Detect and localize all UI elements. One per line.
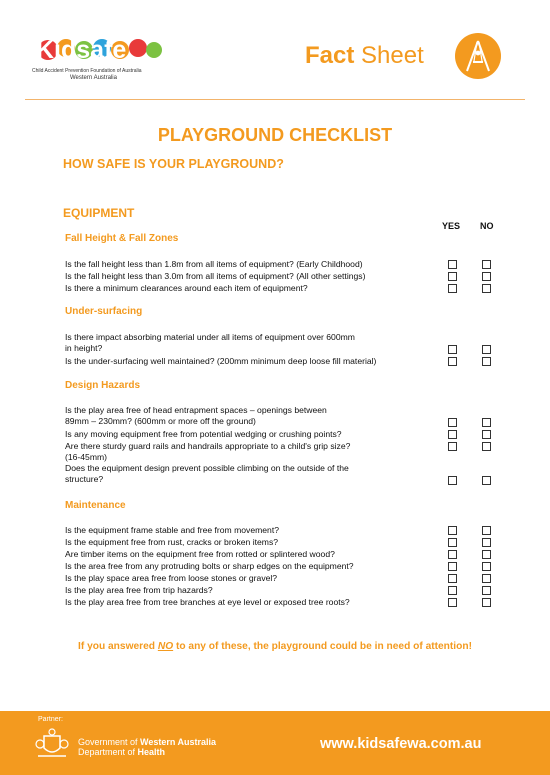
section-heading-fall-height: Fall Height & Fall Zones bbox=[65, 233, 179, 244]
no-checkbox-surfacing-maintained[interactable] bbox=[482, 357, 491, 366]
yes-checkbox-rust-cracks[interactable] bbox=[448, 538, 457, 547]
question-frame-stable: Is the equipment frame stable and free from movement? bbox=[65, 525, 279, 535]
fact-sheet-title bbox=[305, 42, 424, 70]
attention-note-no: NO bbox=[157, 641, 174, 652]
no-checkbox-timber-items[interactable] bbox=[482, 550, 491, 559]
question-timber-items: Are timber items on the equipment free from rotted or splintered wood? bbox=[65, 549, 335, 559]
western-australia: Western Australia bbox=[140, 737, 217, 747]
no-checkbox-protruding-bolts[interactable] bbox=[482, 562, 491, 571]
sheet-word: Sheet bbox=[354, 42, 424, 69]
question-moving-equipment: Is any moving equipment free from potential wedging or crushing points? bbox=[65, 429, 342, 439]
question-impact-material: Is there impact absorbing material under all items of equipment over 600mm in height? bbox=[65, 332, 355, 353]
yes-checkbox-timber-items[interactable] bbox=[448, 550, 457, 559]
yes-checkbox-frame-stable[interactable] bbox=[448, 526, 457, 535]
no-checkbox-impact-material[interactable] bbox=[482, 345, 491, 354]
yes-checkbox-head-entrapment[interactable] bbox=[448, 418, 457, 427]
no-checkbox-fall-height-other[interactable] bbox=[482, 272, 491, 281]
logo-region: Western Australia bbox=[70, 75, 117, 81]
question-fall-height-early-childhood: Is the fall height less than 1.8m from all items of equipment? (Early Childhood) bbox=[65, 259, 363, 269]
no-checkbox-clearances[interactable] bbox=[482, 284, 491, 293]
question-head-entrapment: Is the play area free of head entrapment spaces – openings between 89mm – 230mm? (600mm or more off the ground) bbox=[65, 405, 327, 426]
no-checkbox-loose-stones[interactable] bbox=[482, 574, 491, 583]
wa-crest-icon bbox=[34, 726, 70, 762]
no-column-header: NO bbox=[480, 221, 494, 231]
no-checkbox-frame-stable[interactable] bbox=[482, 526, 491, 535]
section-heading-under-surfacing: Under-surfacing bbox=[65, 306, 143, 317]
section-heading-maintenance: Maintenance bbox=[65, 500, 126, 511]
question-loose-stones: Is the play space area free from loose stones or gravel? bbox=[65, 573, 278, 583]
yes-checkbox-climbing-outside[interactable] bbox=[448, 476, 457, 485]
health: Health bbox=[137, 747, 166, 757]
yes-column-header: YES bbox=[442, 221, 461, 231]
fact-word: Fact bbox=[305, 42, 355, 69]
partner-label: Partner: bbox=[38, 716, 63, 723]
logo-word: Kidsafe bbox=[36, 36, 127, 64]
yes-checkbox-tree-branches[interactable] bbox=[448, 598, 457, 607]
logo-tagline: Child Accident Prevention Foundation of Australia bbox=[32, 68, 142, 74]
question-trip-hazards: Is the play area free from trip hazards? bbox=[65, 585, 213, 595]
attention-note bbox=[0, 641, 550, 652]
question-surfacing-maintained: Is the under-surfacing well maintained? (200mm minimum deep loose fill material) bbox=[65, 356, 377, 366]
no-checkbox-trip-hazards[interactable] bbox=[482, 586, 491, 595]
yes-checkbox-moving-equipment[interactable] bbox=[448, 430, 457, 439]
page-subtitle: HOW SAFE IS YOUR PLAYGROUND? bbox=[63, 157, 284, 171]
page-title: PLAYGROUND CHECKLIST bbox=[157, 125, 393, 145]
question-fall-height-other: Is the fall height less than 3.0m from all items of equipment? (All other settings) bbox=[65, 271, 366, 281]
attention-note-start: If you answered bbox=[78, 641, 158, 652]
government-of: Government of bbox=[78, 737, 141, 747]
yes-checkbox-surfacing-maintained[interactable] bbox=[448, 357, 457, 366]
no-checkbox-climbing-outside[interactable] bbox=[482, 476, 491, 485]
question-climbing-outside: Does the equipment design prevent possible climbing on the outside of the structure? bbox=[65, 463, 349, 484]
yes-checkbox-clearances[interactable] bbox=[448, 284, 457, 293]
question-rust-cracks: Is the equipment free from rust, cracks or broken items? bbox=[65, 537, 279, 547]
yes-checkbox-fall-height-early-childhood[interactable] bbox=[448, 260, 457, 269]
no-checkbox-moving-equipment[interactable] bbox=[482, 430, 491, 439]
question-clearances: Is there a minimum clearances around each item of equipment? bbox=[65, 283, 308, 293]
yes-checkbox-protruding-bolts[interactable] bbox=[448, 562, 457, 571]
kidsafe-logo bbox=[28, 30, 178, 90]
header-divider bbox=[25, 99, 525, 100]
question-guard-rails: Are there sturdy guard rails and handrails appropriate to a child's grip size? (16-45mm) bbox=[65, 441, 351, 462]
section-heading-design-hazards: Design Hazards bbox=[65, 380, 141, 391]
yes-checkbox-trip-hazards[interactable] bbox=[448, 586, 457, 595]
yes-checkbox-impact-material[interactable] bbox=[448, 345, 457, 354]
no-checkbox-rust-cracks[interactable] bbox=[482, 538, 491, 547]
swing-icon bbox=[455, 33, 501, 79]
department-of: Department of bbox=[78, 747, 138, 757]
equipment-heading: EQUIPMENT bbox=[63, 206, 135, 220]
yes-checkbox-loose-stones[interactable] bbox=[448, 574, 457, 583]
attention-note-end: to any of these, the playground could be in need of attention! bbox=[173, 641, 472, 652]
no-checkbox-guard-rails[interactable] bbox=[482, 442, 491, 451]
no-checkbox-fall-height-early-childhood[interactable] bbox=[482, 260, 491, 269]
department-line bbox=[78, 747, 165, 757]
kidsafe-logo-mark bbox=[28, 30, 178, 70]
yes-checkbox-guard-rails[interactable] bbox=[448, 442, 457, 451]
no-checkbox-tree-branches[interactable] bbox=[482, 598, 491, 607]
website-link[interactable]: www.kidsafewa.com.au bbox=[320, 736, 482, 752]
government-line bbox=[78, 737, 216, 747]
question-protruding-bolts: Is the area free from any protruding bolts or sharp edges on the equipment? bbox=[65, 561, 354, 571]
question-tree-branches: Is the play area free from tree branches at eye level or exposed tree roots? bbox=[65, 597, 350, 607]
yes-checkbox-fall-height-other[interactable] bbox=[448, 272, 457, 281]
no-checkbox-head-entrapment[interactable] bbox=[482, 418, 491, 427]
